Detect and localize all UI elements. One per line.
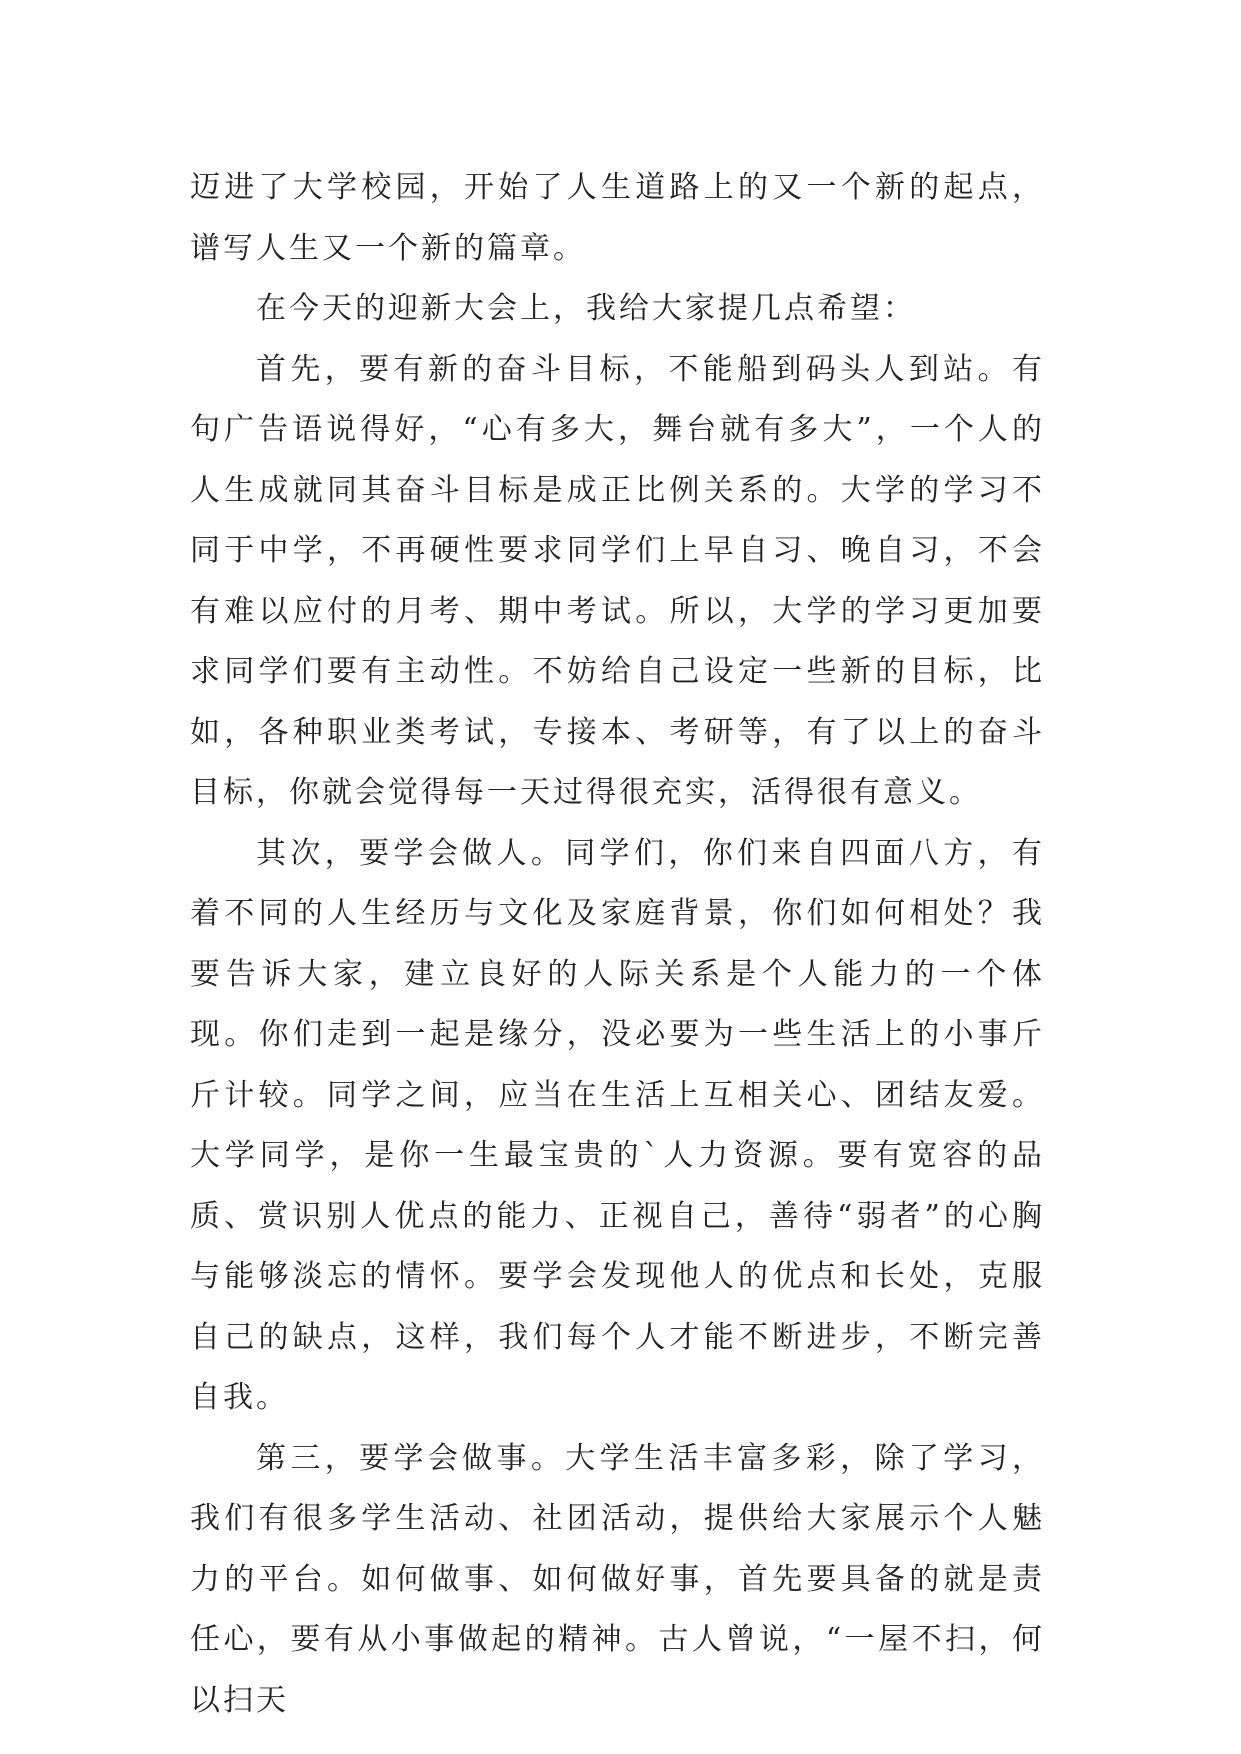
- paragraph-5: 第三，要学会做事。大学生活丰富多彩，除了学习，我们有很多学生活动、社团活动，提供给大家展示个人魅力的平台。如何做事、如何做好事，首先要具备的就是责任心，要有从小事做起的精神。古人曾说，“一屋不扫，何以扫天: [190, 1440, 1045, 1718]
- paragraph-4: 其次，要学会做人。同学们，你们来自四面八方，有着不同的人生经历与文化及家庭背景，你们如何相处？我要告诉大家，建立良好的人际关系是个人能力的一个体现。你们走到一起是缘分，没必要为一些生活上的小事斤斤计较。同学之间，应当在生活上互相关心、团结友爱。大学同学，是你一生最宝贵的`人力资源。要有宽容的品质、赏识别人优点的能力、正视自己，善待“弱者”的心胸与能够淡忘的情怀。要学会发现他人的优点和长处，克服自己的缺点，这样，我们每个人才能不断进步，不断完善自我。: [190, 835, 1045, 1415]
- document-body: [190, 158, 1045, 1731]
- paragraph-2: 在今天的迎新大会上，我给大家提几点希望：: [256, 291, 916, 326]
- paragraph-3: 首先，要有新的奋斗目标，不能船到码头人到站。有句广告语说得好，“心有多大，舞台就有多大”，一个人的人生成就同其奋斗目标是成正比例关系的。大学的学习不同于中学，不再硬性要求同学们上早自习、晚自习，不会有难以应付的月考、期中考试。所以，大学的学习更加要求同学们要有主动性。不妨给自己设定一些新的目标，比如，各种职业类考试，专接本、考研等，有了以上的奋斗目标，你就会觉得每一天过得很充实，活得很有意义。: [190, 351, 1045, 810]
- paragraph-1: 迈进了大学校园，开始了人生道路上的又一个新的起点，谱写人生又一个新的篇章。: [190, 170, 1045, 266]
